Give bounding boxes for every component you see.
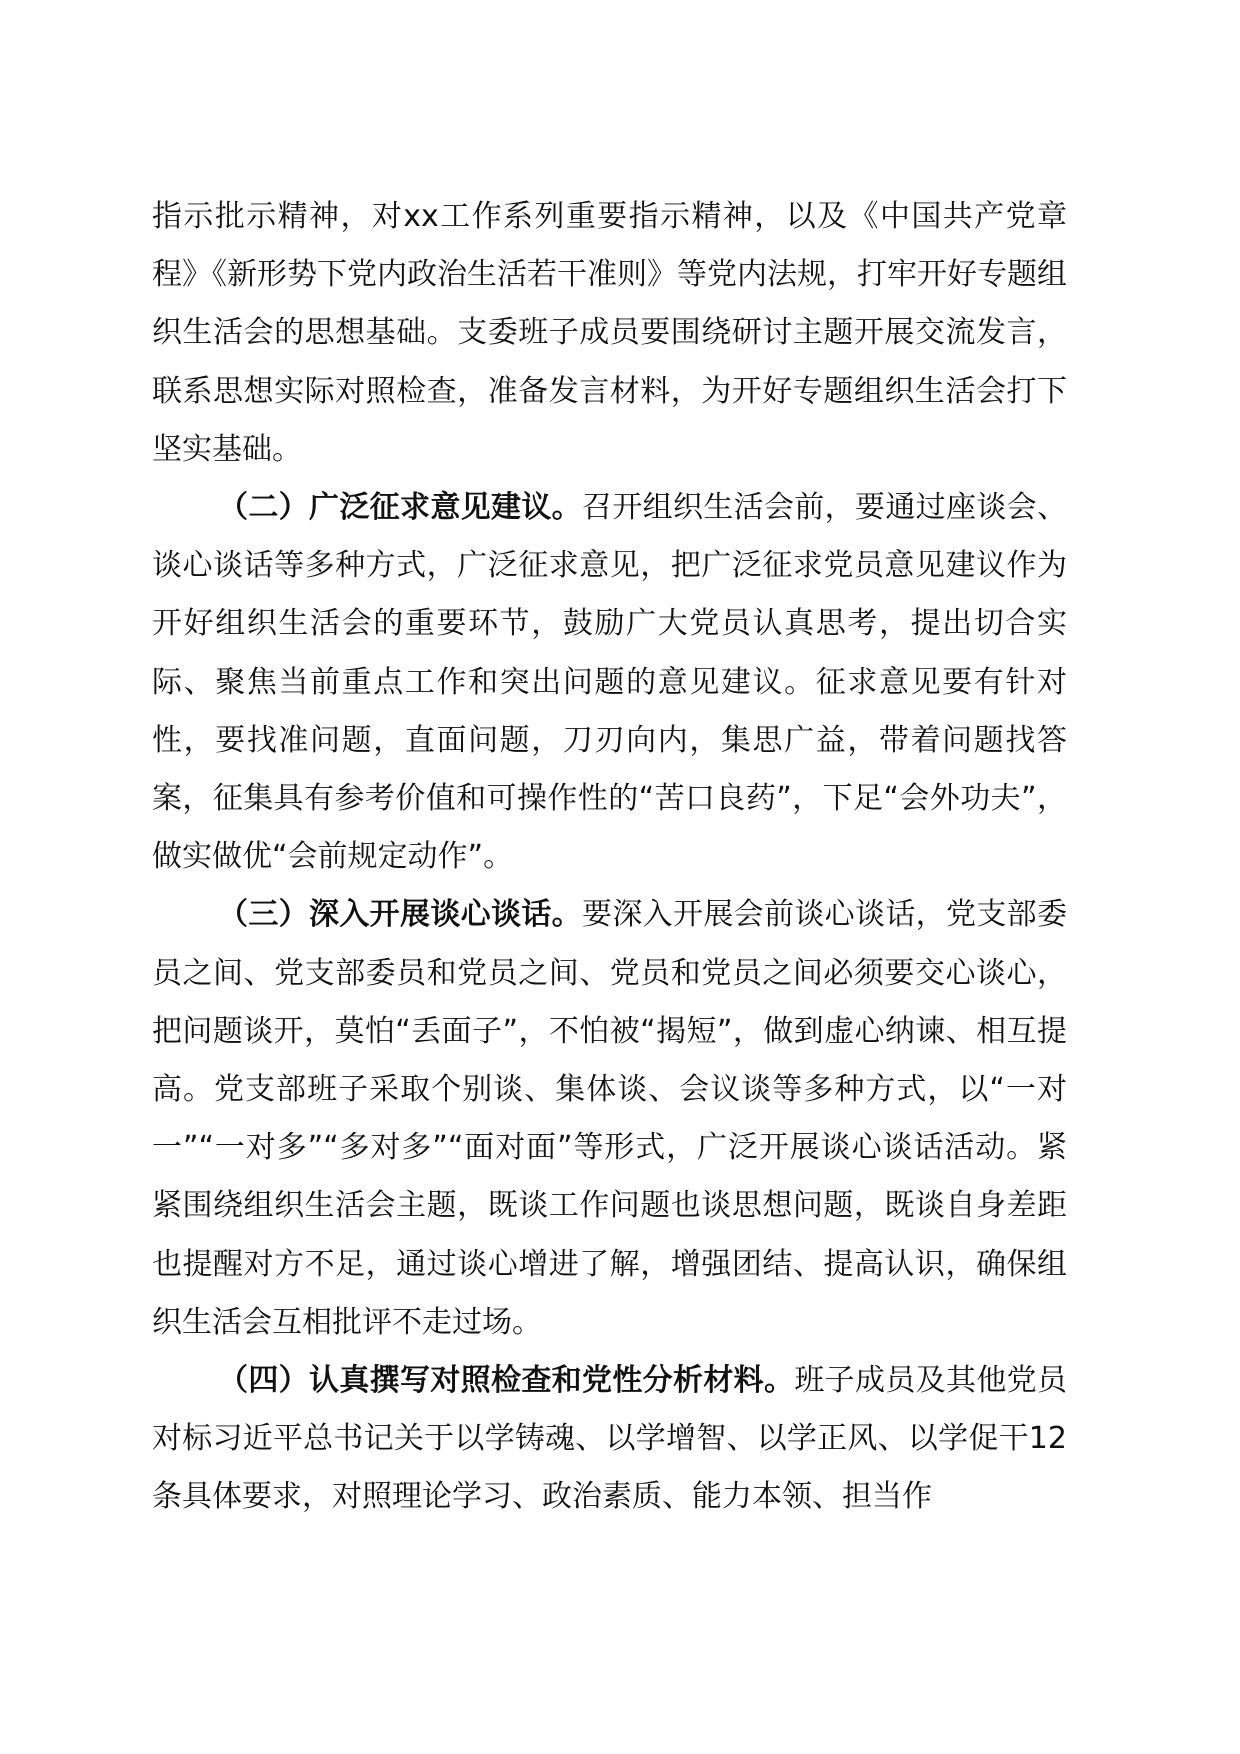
section-heading: （二）广泛征求意见建议。 [218, 490, 582, 526]
paragraph-text: 班子成员及其他党员对标习近平总书记关于以学铸魂、以学增智、以学正风、以学促干12条具体要求，对照理论学习、政治素质、能力本领、担当作 [152, 1363, 1068, 1515]
paragraph-section-3 [152, 886, 1067, 1352]
paragraph-text: 召开组织生活会前，要通过座谈会、谈心谈话等多种方式，广泛征求意见，把广泛征求党员意见建议作为开好组织生活会的重要环节，鼓励广大党员认真思考，提出切合实际、聚焦当前重点工作和突出问题的意见建议。征求意见要有针对性，要找准问题，直面问题，刀刃向内，集思广益，带着问题找答案，征集具有参考价值和可操作性的“苦口良药”，下足“会外功夫”，做实做优“会前规定动作”。 [152, 490, 1067, 875]
paragraph-text: 指示批示精神，对xx工作系列重要指示精神，以及《中国共产党章程》《新形势下党内政治生活若干准则》等党内法规，打牢开好专题组织生活会的思想基础。支委班子成员要围绕研讨主题开展交流发言，联系思想实际对照检查，准备发言材料，为开好专题组织生活会打下坚实基础。 [152, 199, 1067, 467]
document-body [152, 188, 1067, 1527]
section-heading: （四）认真撰写对照检查和党性分析材料。 [218, 1363, 795, 1399]
paragraph-text: 要深入开展会前谈心谈话，党支部委员之间、党支部委员和党员之间、党员和党员之间必须要交心谈心，把问题谈开，莫怕“丢面子”，不怕被“揭短”，做到虚心纳谏、相互提高。党支部班子采取个别谈、集体谈、会议谈等多种方式，以“一对一”“一对多”“多对多”“面对面”等形式，广泛开展谈心谈话活动。紧紧围绕组织生活会主题，既谈工作问题也谈思想问题，既谈自身差距也提醒对方不足，通过谈心增进了解，增强团结、提高认识，确保组织生活会互相批评不走过场。 [152, 897, 1067, 1340]
paragraph-section-4 [152, 1352, 1067, 1527]
paragraph-continuation [152, 188, 1067, 479]
section-heading: （三）深入开展谈心谈话。 [218, 897, 582, 933]
paragraph-section-2 [152, 479, 1067, 886]
